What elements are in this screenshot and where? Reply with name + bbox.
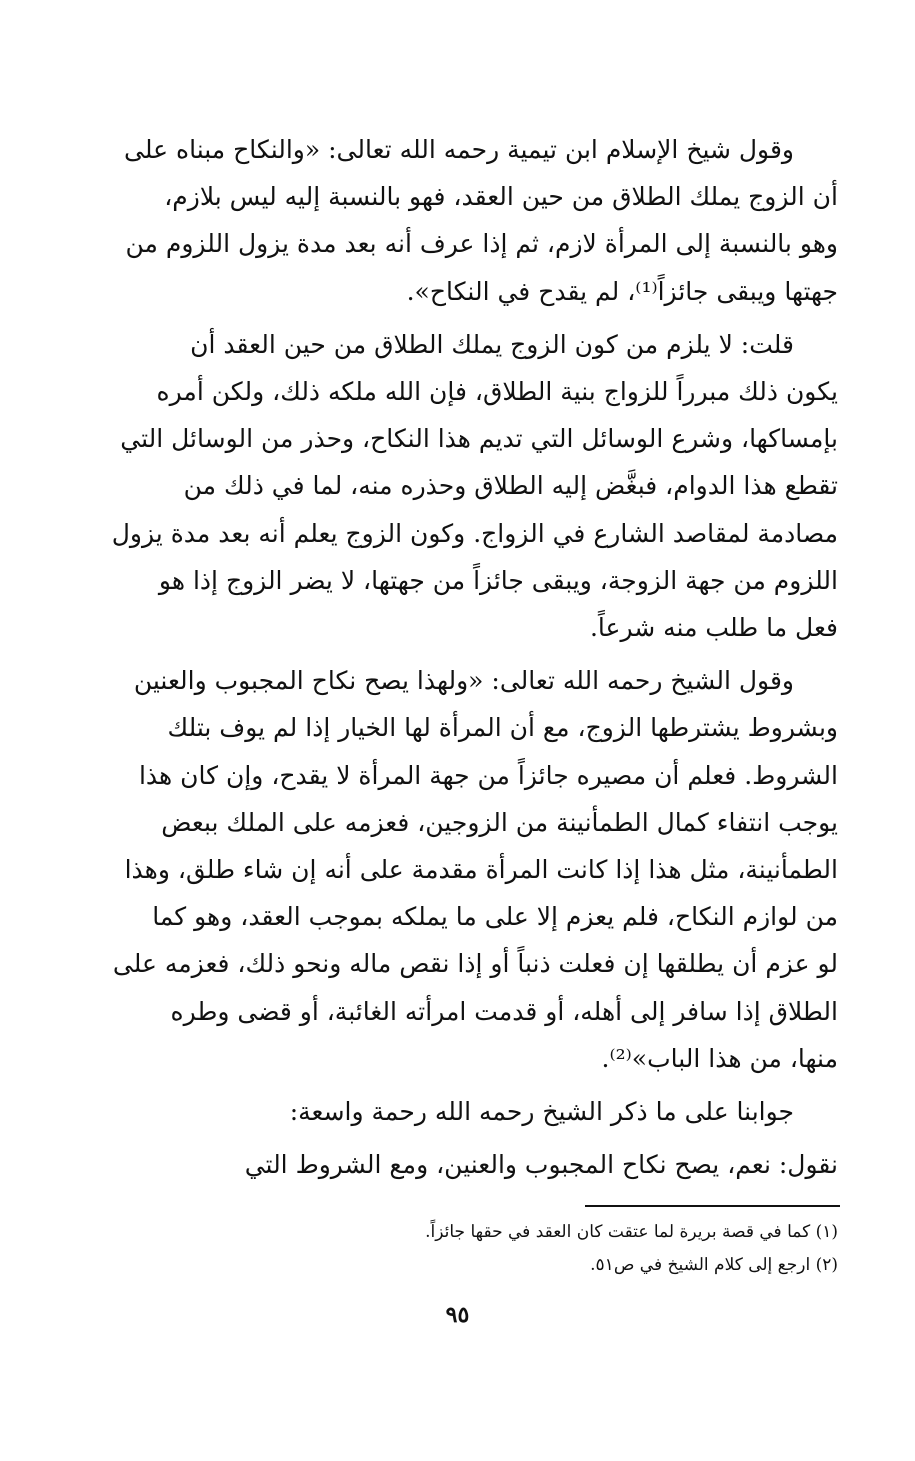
paragraph-sheikh-quote: وقول الشيخ رحمه الله تعالى: «ولهذا يصح نكاح المجبوب والعنين وبشروط يشترطها الزوج، مع أن المرأة لها الخيار إذا لم يوف بتلك الشروط. فعلم أن مصيره جائزاً من جهة المرأة لا يقدح، وإن كان هذا يوجب انتفاء كمال الطمأنينة من الزوجين، فعزمه على الملك ببعض الطمأنينة، مثل هذا إذا كانت المرأة مقدمة على أنه إن شاء طلق، وهذا من لوازم النكاح، فلم يعزم إلا على ما يملكه بموجب العقد، وهو كما لو عزم أن يطلقها إن فعلت ذنباً أو إذا نقص ماله ونحو ذلك، فعزمه على الطلاق إذا سافر إلى أهله، أو قدمت امرأته الغائبة، أو قضى وطره منها، من هذا الباب»⁽²⁾. [112,666,838,1073]
paragraph-answer-start: نقول: نعم، يصح نكاح المجبوب والعنين، ومع الشروط التي [244,1150,838,1180]
footnote-2: (٢) ارجع إلى كلام الشيخ في ص٥١. [590,1255,838,1275]
main-text [100,126,838,1194]
paragraph-ibn-taymiyyah-quote: وقول شيخ الإسلام ابن تيمية رحمه الله تعالى: «والنكاح مبناه على أن الزوج يملك الطلاق من حين العقد، فهو بالنسبة إليه ليس بلازم، وهو بالنسبة إلى المرأة لازم، ثم إذا عرف أنه بعد مدة يزول اللزوم من جهتها ويبقى جائزاً⁽¹⁾، لم يقدح في النكاح». [124,135,838,306]
page-number: ٩٥ [445,1302,470,1328]
paragraph-author-response: قلت: لا يلزم من كون الزوج يملك الطلاق من حين العقد أن يكون ذلك مبرراً للزواج بنية الطلاق، فإن الله ملكه ذلك، ولكن أمره بإمساكها، وشرع الوسائل التي تديم هذا النكاح، وحذر من الوسائل التي تقطع هذا الدوام، فبغَّض إليه الطلاق وحذره منه، لما في ذلك من مصادمة لمقاصد الشارع في الزواج. وكون الزوج يعلم أنه بعد مدة يزول اللزوم من جهة الزوجة، ويبقى جائزاً من جهتها، لا يضر الزوج إذا هو فعل ما طلب منه شرعاً. [111,329,838,643]
footnotes [300,1216,838,1282]
footnote-separator [585,1205,840,1207]
footnote-1: (١) كما في قصة بريرة لما عتقت كان العقد في حقها جائزاً. [425,1222,838,1242]
paragraph-answer-intro: جوابنا على ما ذكر الشيخ رحمه الله رحمة واسعة: [289,1097,794,1127]
